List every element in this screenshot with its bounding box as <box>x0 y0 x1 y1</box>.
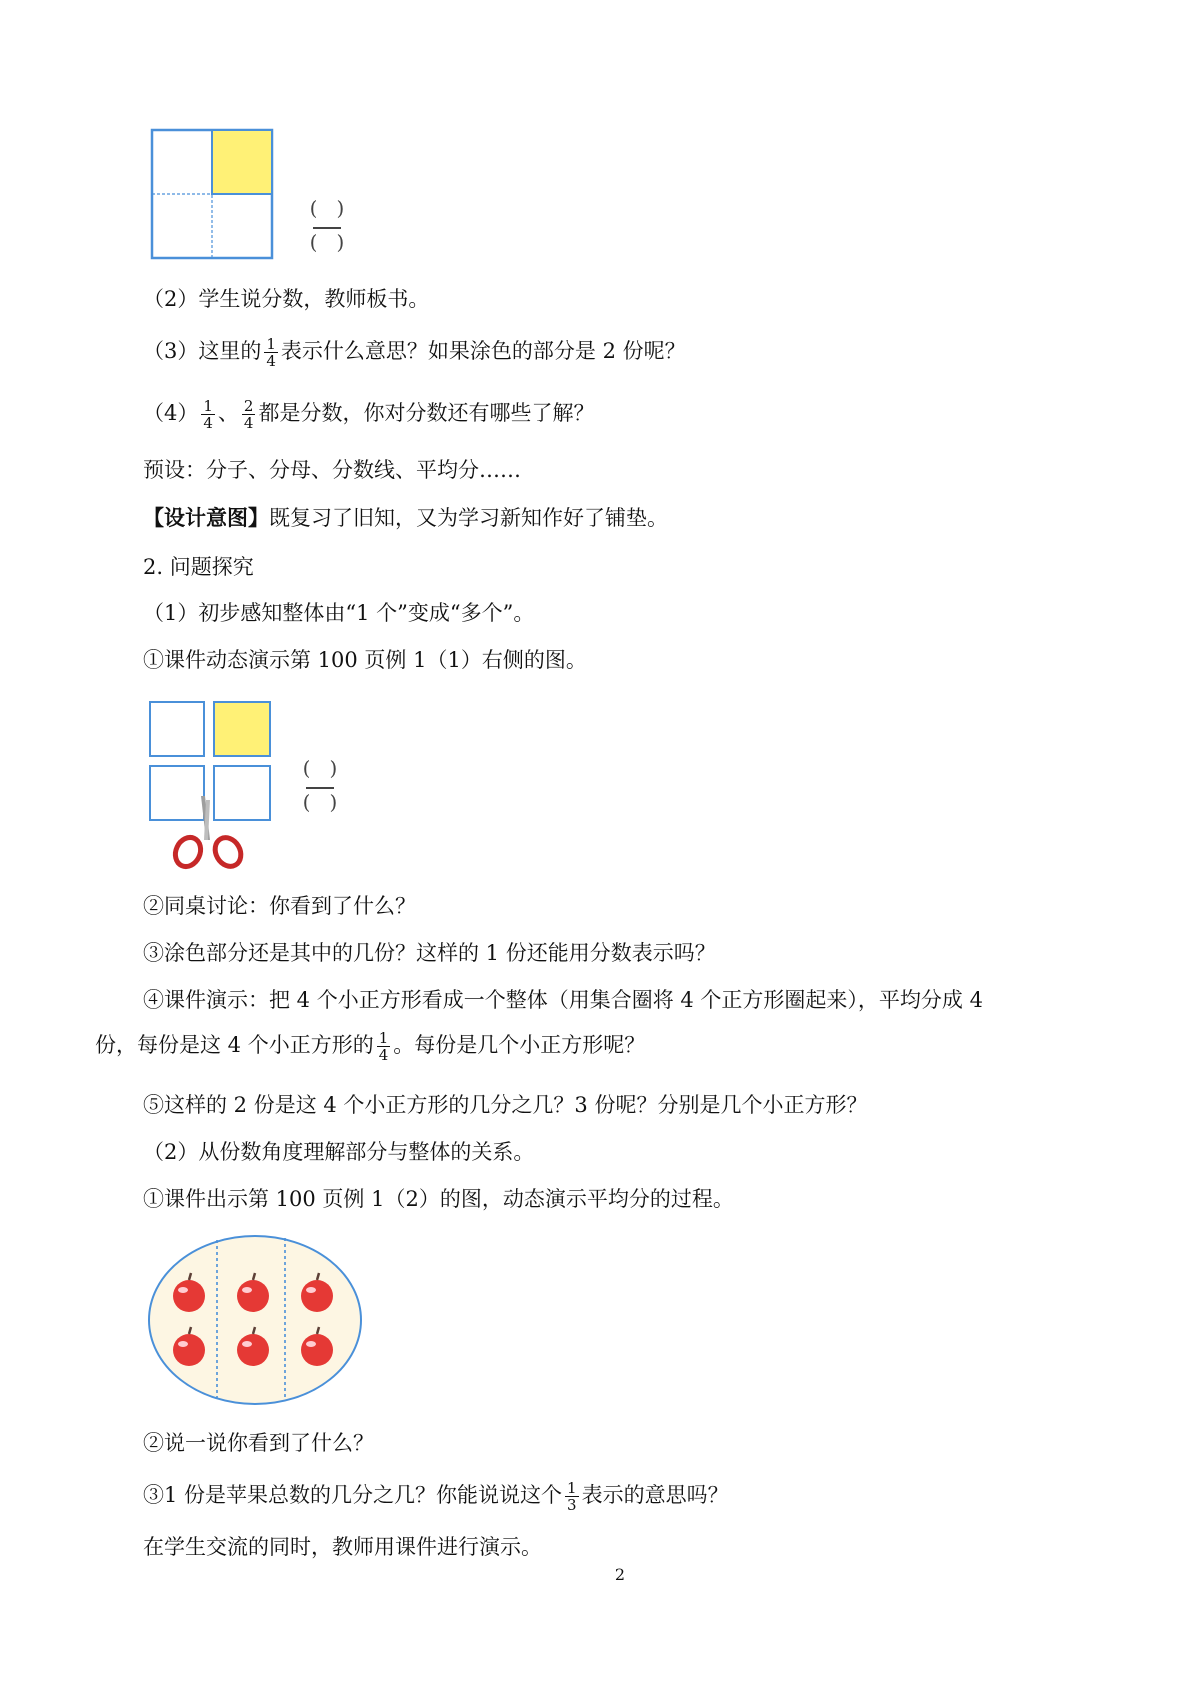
text-line-14: （2）从份数角度理解部分与整体的关系。 <box>143 1140 535 1164</box>
figure-four-squares-scissors <box>148 700 278 872</box>
text-line-15: ①课件出示第 100 页例 1（2）的图，动态演示平均分的过程。 <box>143 1187 734 1211</box>
figure-apples-in-thirds <box>145 1232 365 1408</box>
text-line-3: （4） $\frac{1}{4}$ 、 $\frac{2}{4}$ 都是分数，你对分数还有哪些了解？ <box>143 397 595 432</box>
text-line-8: ①课件动态演示第 100 页例 1（1）右侧的图。 <box>143 648 587 672</box>
text-line-4: 预设：分子、分母、分数线、平均分…… <box>143 458 521 482</box>
blank-fraction-2[interactable]: ( ) ( ) <box>302 756 338 814</box>
text-line-17: ③1 份是苹果总数的几分之几？你能说说这个 $\frac{1}{3}$ 表示的意思吗？ <box>143 1479 729 1514</box>
text-line-5: 【设计意图】既复习了旧知，又为学习新知作好了铺垫。 <box>143 505 668 530</box>
text-line-18: 在学生交流的同时，教师用课件进行演示。 <box>143 1535 542 1559</box>
fraction-one-quarter: $\frac{1}{4}$ <box>378 1029 389 1064</box>
text-line-7: （1）初步感知整体由“1 个”变成“多个”。 <box>143 601 535 625</box>
fraction-one-quarter: $\frac{1}{4}$ <box>266 335 276 370</box>
text-line-9: ②同桌讨论：你看到了什么？ <box>143 894 416 918</box>
text-line-2: （3）这里的 $\frac{1}{4}$ 表示什么意思？如果涂色的部分是 2 份呢？ <box>143 335 686 370</box>
text-line-13: ⑤这样的 2 份是这 4 个小正方形的几分之几？3 份呢？分别是几个小正方形？ <box>143 1093 868 1117</box>
figure-square-quarters <box>150 128 280 262</box>
text-line-16: ②说一说你看到了什么？ <box>143 1431 374 1455</box>
page-number: 2 <box>614 1565 626 1584</box>
blank-fraction-1[interactable]: ( ) ( ) <box>309 196 345 254</box>
text-line-6: 2. 问题探究 <box>143 555 254 579</box>
fraction-one-third: $\frac{1}{3}$ <box>567 1479 577 1514</box>
text-line-11: ④课件演示：把 4 个小正方形看成一个整体（用集合圈将 4 个正方形圈起来），平均分成 4 <box>143 988 983 1012</box>
text-line-12: 份，每份是这 4 个小正方形的 $\frac{1}{4}$ 。每份是几个小正方形呢？ <box>95 1029 646 1064</box>
fraction-one-quarter: $\frac{1}{4}$ <box>203 397 213 432</box>
fraction-two-quarters: $\frac{2}{4}$ <box>243 397 254 432</box>
text-line-1: （2）学生说分数，教师板书。 <box>143 287 430 311</box>
text-line-10: ③涂色部分还是其中的几份？这样的 1 份还能用分数表示吗？ <box>143 941 716 965</box>
